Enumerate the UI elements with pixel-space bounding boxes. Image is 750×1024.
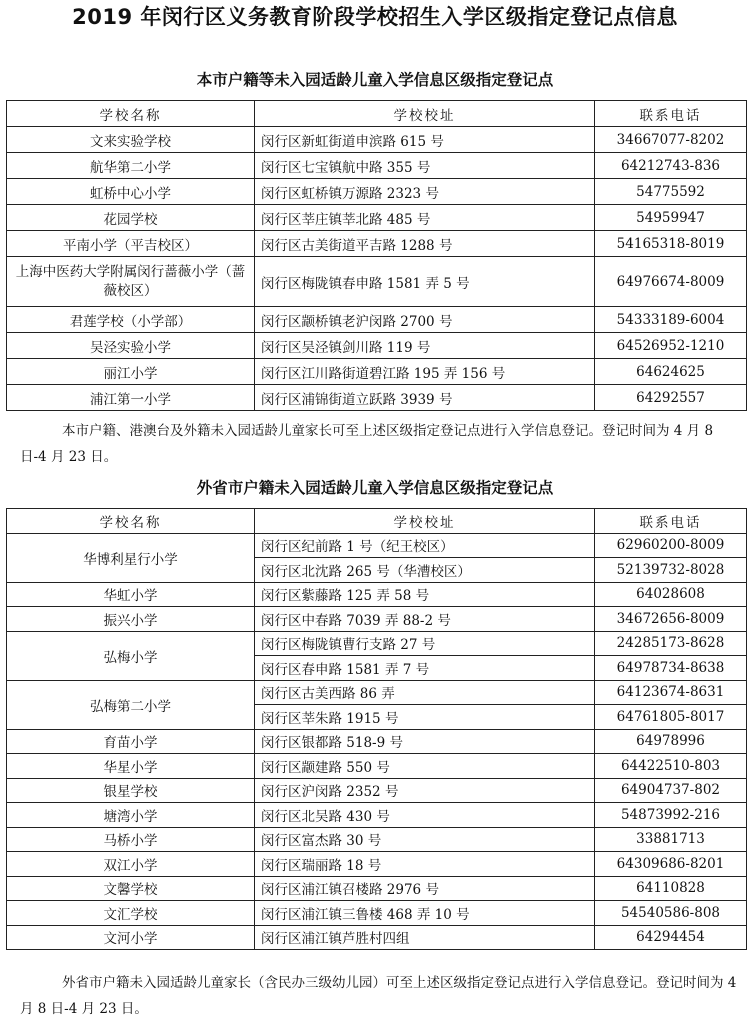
school-phone: 64422510-803 xyxy=(595,754,747,779)
school-name: 双江小学 xyxy=(7,852,255,877)
school-address: 闵行区古美西路 86 弄 xyxy=(255,680,595,705)
school-name: 文河小学 xyxy=(7,925,255,950)
school-name: 航华第二小学 xyxy=(7,153,255,179)
header-school-name: 学校名称 xyxy=(7,509,255,534)
school-address: 闵行区富杰路 30 号 xyxy=(255,827,595,852)
school-name: 君莲学校（小学部） xyxy=(7,307,255,333)
table-row xyxy=(7,153,747,179)
school-name: 虹桥中心小学 xyxy=(7,179,255,205)
header-school-address: 学校校址 xyxy=(255,509,595,534)
page-title: 2019 年闵行区义务教育阶段学校招生入学区级指定登记点信息 xyxy=(72,5,678,29)
school-phone: 64978996 xyxy=(595,729,747,754)
table-row xyxy=(7,385,747,411)
school-phone: 64292557 xyxy=(595,385,747,411)
school-address: 闵行区沪闵路 2352 号 xyxy=(255,778,595,803)
header-phone: 联系电话 xyxy=(595,509,747,534)
school-phone: 54775592 xyxy=(595,179,747,205)
school-phone: 64212743-836 xyxy=(595,153,747,179)
table-header-row xyxy=(7,101,747,127)
school-name: 育苗小学 xyxy=(7,729,255,754)
school-phone: 64123674-8631 xyxy=(595,680,747,705)
table-row xyxy=(7,333,747,359)
table-row xyxy=(7,729,747,754)
school-address: 闵行区北沈路 265 号（华漕校区） xyxy=(255,558,595,583)
school-address: 闵行区颛桥镇老沪闵路 2700 号 xyxy=(255,307,595,333)
school-phone: 64110828 xyxy=(595,876,747,901)
school-address: 闵行区纪前路 1 号（纪王校区） xyxy=(255,533,595,558)
school-phone: 52139732-8028 xyxy=(595,558,747,583)
school-address: 闵行区虹桥镇万源路 2323 号 xyxy=(255,179,595,205)
school-address: 闵行区吴泾镇剑川路 119 号 xyxy=(255,333,595,359)
local-registration-table xyxy=(6,100,747,411)
school-phone: 54165318-8019 xyxy=(595,231,747,257)
table-row xyxy=(7,359,747,385)
school-address: 闵行区中春路 7039 弄 88-2 号 xyxy=(255,607,595,632)
section1-note: 本市户籍、港澳台及外籍未入园适龄儿童家长可至上述区级指定登记点进行入学信息登记。登记时间为 4 月 8 日-4 月 23 日。 xyxy=(20,423,714,465)
table-header-row xyxy=(7,509,747,534)
school-phone: 64294454 xyxy=(595,925,747,950)
school-phone: 54333189-6004 xyxy=(595,307,747,333)
school-address: 闵行区莘庄镇莘北路 485 号 xyxy=(255,205,595,231)
table-row xyxy=(7,127,747,153)
school-name: 弘梅小学 xyxy=(7,631,255,680)
school-phone: 64624625 xyxy=(595,359,747,385)
header-school-name: 学校名称 xyxy=(7,101,255,127)
table-row xyxy=(7,179,747,205)
header-school-address: 学校校址 xyxy=(255,101,595,127)
school-name: 华博利星行小学 xyxy=(7,533,255,582)
school-name: 弘梅第二小学 xyxy=(7,680,255,729)
school-name: 华星小学 xyxy=(7,754,255,779)
school-name: 文来实验学校 xyxy=(7,127,255,153)
school-phone: 64904737-802 xyxy=(595,778,747,803)
school-address: 闵行区七宝镇航中路 355 号 xyxy=(255,153,595,179)
table-row xyxy=(7,925,747,950)
school-address: 闵行区浦江镇芦胜村四组 xyxy=(255,925,595,950)
table-row xyxy=(7,582,747,607)
table-row xyxy=(7,607,747,632)
school-phone: 54540586-808 xyxy=(595,901,747,926)
nonlocal-registration-table xyxy=(6,508,747,950)
table-row xyxy=(7,803,747,828)
school-phone: 33881713 xyxy=(595,827,747,852)
school-address: 闵行区新虹街道申滨路 615 号 xyxy=(255,127,595,153)
school-phone: 64309686-8201 xyxy=(595,852,747,877)
table-row xyxy=(7,533,747,558)
school-phone: 64976674-8009 xyxy=(595,257,747,307)
school-address: 闵行区浦锦街道立跃路 3939 号 xyxy=(255,385,595,411)
table-row xyxy=(7,901,747,926)
school-address: 闵行区江川路街道碧江路 195 弄 156 号 xyxy=(255,359,595,385)
section1-heading: 本市户籍等未入园适龄儿童入学信息区级指定登记点 xyxy=(196,71,554,89)
school-phone: 64028608 xyxy=(595,582,747,607)
school-address: 闵行区梅陇镇春申路 1581 弄 5 号 xyxy=(255,257,595,307)
school-address: 闵行区浦江镇召楼路 2976 号 xyxy=(255,876,595,901)
table-row xyxy=(7,827,747,852)
school-name: 平南小学（平吉校区） xyxy=(7,231,255,257)
table-row xyxy=(7,257,747,307)
table-row xyxy=(7,778,747,803)
school-phone: 34667077-8202 xyxy=(595,127,747,153)
header-phone: 联系电话 xyxy=(595,101,747,127)
school-phone: 64526952-1210 xyxy=(595,333,747,359)
school-phone: 62960200-8009 xyxy=(595,533,747,558)
table-row xyxy=(7,307,747,333)
school-address: 闵行区瑞丽路 18 号 xyxy=(255,852,595,877)
school-name: 吴泾实验小学 xyxy=(7,333,255,359)
school-name: 浦江第一小学 xyxy=(7,385,255,411)
school-address: 闵行区梅陇镇曹行支路 27 号 xyxy=(255,631,595,656)
school-name: 塘湾小学 xyxy=(7,803,255,828)
table-row xyxy=(7,631,747,656)
school-name: 银星学校 xyxy=(7,778,255,803)
table-row xyxy=(7,231,747,257)
school-name: 丽江小学 xyxy=(7,359,255,385)
school-address: 闵行区北吴路 430 号 xyxy=(255,803,595,828)
table-row xyxy=(7,852,747,877)
school-phone: 64761805-8017 xyxy=(595,705,747,730)
school-name: 马桥小学 xyxy=(7,827,255,852)
school-name: 华虹小学 xyxy=(7,582,255,607)
school-name: 上海中医药大学附属闵行蔷薇小学（蔷薇校区） xyxy=(7,257,255,307)
school-name: 文馨学校 xyxy=(7,876,255,901)
school-phone: 54959947 xyxy=(595,205,747,231)
school-address: 闵行区紫藤路 125 弄 58 号 xyxy=(255,582,595,607)
table-row xyxy=(7,205,747,231)
school-phone: 54873992-216 xyxy=(595,803,747,828)
school-phone: 64978734-8638 xyxy=(595,656,747,681)
table-row xyxy=(7,876,747,901)
section2-note: 外省市户籍未入园适龄儿童家长（含民办三级幼儿园）可至上述区级指定登记点进行入学信息登记。登记时间为 4 月 8 日-4 月 23 日。 xyxy=(20,975,737,1017)
school-address: 闵行区颛建路 550 号 xyxy=(255,754,595,779)
school-name: 振兴小学 xyxy=(7,607,255,632)
school-address: 闵行区莘朱路 1915 号 xyxy=(255,705,595,730)
school-name: 花园学校 xyxy=(7,205,255,231)
school-phone: 34672656-8009 xyxy=(595,607,747,632)
school-phone: 24285173-8628 xyxy=(595,631,747,656)
school-address: 闵行区银都路 518-9 号 xyxy=(255,729,595,754)
school-name: 文汇学校 xyxy=(7,901,255,926)
school-address: 闵行区浦江镇三鲁楼 468 弄 10 号 xyxy=(255,901,595,926)
table-row xyxy=(7,754,747,779)
table-row xyxy=(7,680,747,705)
school-address: 闵行区古美街道平吉路 1288 号 xyxy=(255,231,595,257)
section2-heading: 外省市户籍未入园适龄儿童入学信息区级指定登记点 xyxy=(196,479,554,497)
school-address: 闵行区春申路 1581 弄 7 号 xyxy=(255,656,595,681)
